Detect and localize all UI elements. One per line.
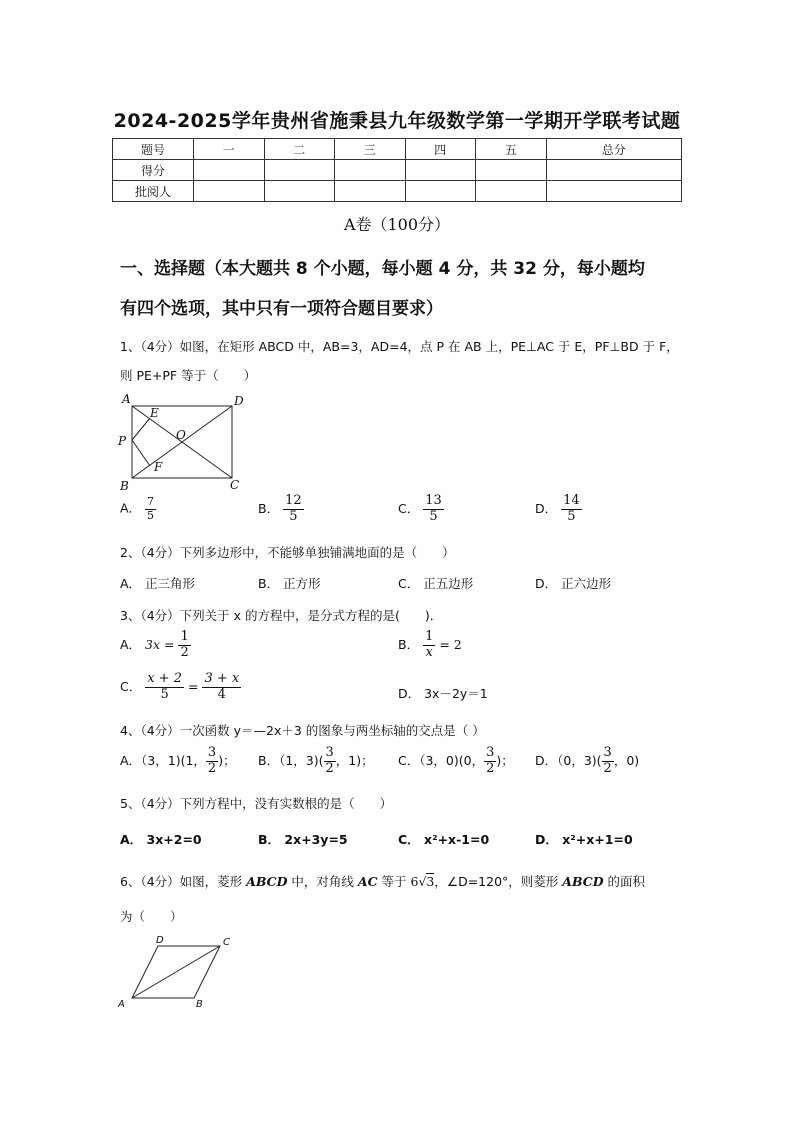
section1-heading-line2: 有四个选项，其中只有一项符合题目要求） [120, 299, 443, 319]
q6-text-part: ，∠D=120°，则菱形 [434, 874, 563, 889]
page-title: 2024-2025学年贵州省施秉县九年级数学第一学期开学联考试题 [113, 110, 681, 132]
fraction-denominator: 5 [289, 508, 298, 524]
q2-text: 2、（4分）下列多边形中，不能够单独铺满地面的是（ ） [120, 545, 455, 560]
fraction-denominator: 2 [486, 760, 495, 776]
label-a: A [122, 392, 131, 406]
label-b: B [120, 479, 129, 490]
sqrt-sign: √ [418, 874, 427, 889]
q4-option-a[interactable] [120, 746, 236, 777]
q4-option-d[interactable] [535, 746, 639, 777]
q5-text: 5、（4分）下列方程中，没有实数根的是（ ） [120, 796, 393, 811]
table-cell [264, 160, 335, 181]
label-a: A [118, 999, 125, 1010]
table-cell [476, 160, 547, 181]
q3-option-d[interactable]: D． 3x－2y＝1 [398, 686, 488, 701]
table-cell: 三 [335, 139, 406, 160]
option-label: C． [120, 678, 142, 694]
fraction-numerator: 13 [425, 493, 442, 508]
table-cell [264, 181, 335, 202]
equation-lhs: 3x = [145, 636, 175, 652]
fraction-numerator: 1 [180, 629, 189, 644]
option-text: D．（0，3)( [535, 752, 602, 768]
q6-text-part: 等于 [377, 874, 411, 889]
label-e: E [150, 406, 159, 420]
table-cell [546, 160, 682, 181]
label-c: C [230, 478, 240, 490]
q6-text-line2: 为（ ） [120, 909, 183, 924]
option-label: A． [120, 636, 142, 652]
q1-text-line1: 1、（4分）如图，在矩形 ABCD 中，AB=3，AD=4，点 P 在 AB 上，PE⊥AC 于 E，PF⊥BD 于 F， [120, 339, 679, 354]
option-label: D． [535, 500, 558, 516]
option-label: C． [398, 500, 420, 516]
table-cell [194, 181, 265, 202]
q6-text-part: 的面积 [603, 874, 646, 889]
option-text: )； [496, 752, 514, 768]
q1-option-a[interactable] [120, 496, 156, 522]
q5-option-b[interactable]: B． 2x+3y=5 [258, 832, 348, 847]
option-text: )； [218, 752, 236, 768]
option-text: ，0) [613, 752, 640, 768]
option-label: A． [120, 500, 142, 516]
equals-sign: = [187, 678, 199, 694]
fraction-numerator: 3 [325, 745, 334, 760]
table-row [113, 181, 682, 202]
label-p: P [118, 434, 127, 448]
label-b: B [196, 999, 203, 1010]
table-cell: 得分 [113, 160, 194, 181]
label-o: O [176, 428, 186, 442]
table-cell: 四 [405, 139, 476, 160]
q5-option-a[interactable]: A． 3x+2=0 [120, 832, 202, 847]
q1-option-b[interactable] [258, 494, 304, 525]
fraction-numerator: 12 [285, 493, 302, 508]
table-cell: 批阅人 [113, 181, 194, 202]
fraction-denominator: 2 [207, 760, 217, 776]
q6-text-part: 6、（4分）如图，菱形 [120, 874, 247, 889]
q2-option-c[interactable]: C． 正五边形 [398, 576, 474, 591]
fraction-numerator: 3 [207, 745, 217, 760]
q3-option-a[interactable] [120, 630, 191, 661]
fraction-denominator: 5 [147, 508, 155, 522]
segment-pf [132, 440, 150, 466]
equation-rhs: = 2 [439, 636, 462, 652]
table-cell [546, 181, 682, 202]
label-d: D [156, 935, 164, 946]
table-cell [405, 160, 476, 181]
label-c: C [223, 937, 230, 948]
fraction-denominator: x [425, 644, 433, 660]
label-d: D [234, 394, 244, 408]
segment-pe [132, 418, 150, 440]
option-text: B．（1，3)( [258, 752, 324, 768]
q2-option-b[interactable]: B． 正方形 [258, 576, 321, 591]
section1-heading-line1: 一、选择题（本大题共 8 个小题，每小题 4 分，共 32 分，每小题均 [120, 259, 645, 279]
q1-option-c[interactable] [398, 494, 444, 525]
table-cell: 五 [476, 139, 547, 160]
q3-option-c[interactable] [120, 672, 241, 703]
option-text: C．（3，0)(0， [398, 752, 485, 768]
table-cell: 题号 [113, 139, 194, 160]
table-row [113, 139, 682, 160]
table-row [113, 160, 682, 181]
q6-text-line1 [120, 872, 645, 890]
table-cell: 总分 [546, 139, 682, 160]
q1-rectangle-figure [114, 390, 244, 490]
q3-option-b[interactable] [398, 630, 462, 661]
table-cell [476, 181, 547, 202]
q6-text-part: 中，对角线 [287, 874, 358, 889]
fraction-denominator: 2 [325, 760, 334, 776]
score-table [112, 138, 682, 202]
q6-abcd: ABCD [562, 874, 604, 889]
table-cell [405, 181, 476, 202]
q1-text-line2: 则 PE+PF 等于（ ） [120, 368, 257, 383]
fraction-numerator: 3 [603, 745, 612, 760]
table-cell [335, 160, 406, 181]
option-label: B． [398, 636, 420, 652]
q2-option-a[interactable]: A． 正三角形 [120, 576, 196, 591]
q2-option-d[interactable]: D． 正六边形 [535, 576, 612, 591]
table-cell [194, 160, 265, 181]
fraction-numerator: x + 2 [147, 671, 182, 686]
table-cell: 一 [194, 139, 265, 160]
q5-option-c[interactable]: C． x²+x-1=0 [398, 832, 490, 847]
label-f: F [154, 460, 163, 474]
option-text: A．（3，1)(1， [120, 752, 206, 768]
q6-ac: AC [357, 874, 378, 889]
option-text: ，1)； [335, 752, 374, 768]
table-cell: 二 [264, 139, 335, 160]
fraction-numerator: 14 [563, 493, 580, 508]
fraction-denominator: 4 [217, 686, 226, 702]
fraction-denominator: 5 [567, 508, 576, 524]
sqrt-coefficient: 6 [410, 874, 419, 889]
q5-option-d[interactable]: D． x²+x+1=0 [535, 832, 633, 847]
fraction-denominator: 5 [160, 686, 169, 702]
fraction-numerator: 3 + x [204, 671, 240, 686]
q4-option-c[interactable] [398, 746, 514, 777]
q6-abcd: ABCD [246, 874, 288, 889]
fraction-denominator: 2 [603, 760, 612, 776]
fraction-denominator: 5 [429, 508, 438, 524]
fraction-numerator: 7 [147, 495, 155, 508]
fraction-numerator: 3 [486, 745, 495, 760]
fraction-numerator: 1 [425, 629, 434, 644]
q4-text: 4、（4分）一次函数 y＝—2x＋3 的图象与两坐标轴的交点是（ ） [120, 723, 485, 738]
option-label: B． [258, 500, 280, 516]
paper-section-heading: A卷（100分） [343, 215, 451, 234]
q1-option-d[interactable] [535, 494, 582, 525]
q6-rhombus-figure [116, 932, 246, 1012]
q3-text: 3、（4分）下列关于 x 的方程中，是分式方程的是( )． [120, 608, 443, 623]
fraction-denominator: 2 [180, 644, 189, 660]
table-cell [335, 181, 406, 202]
q4-option-b[interactable] [258, 746, 374, 777]
sqrt-radicand: 3 [426, 874, 435, 889]
